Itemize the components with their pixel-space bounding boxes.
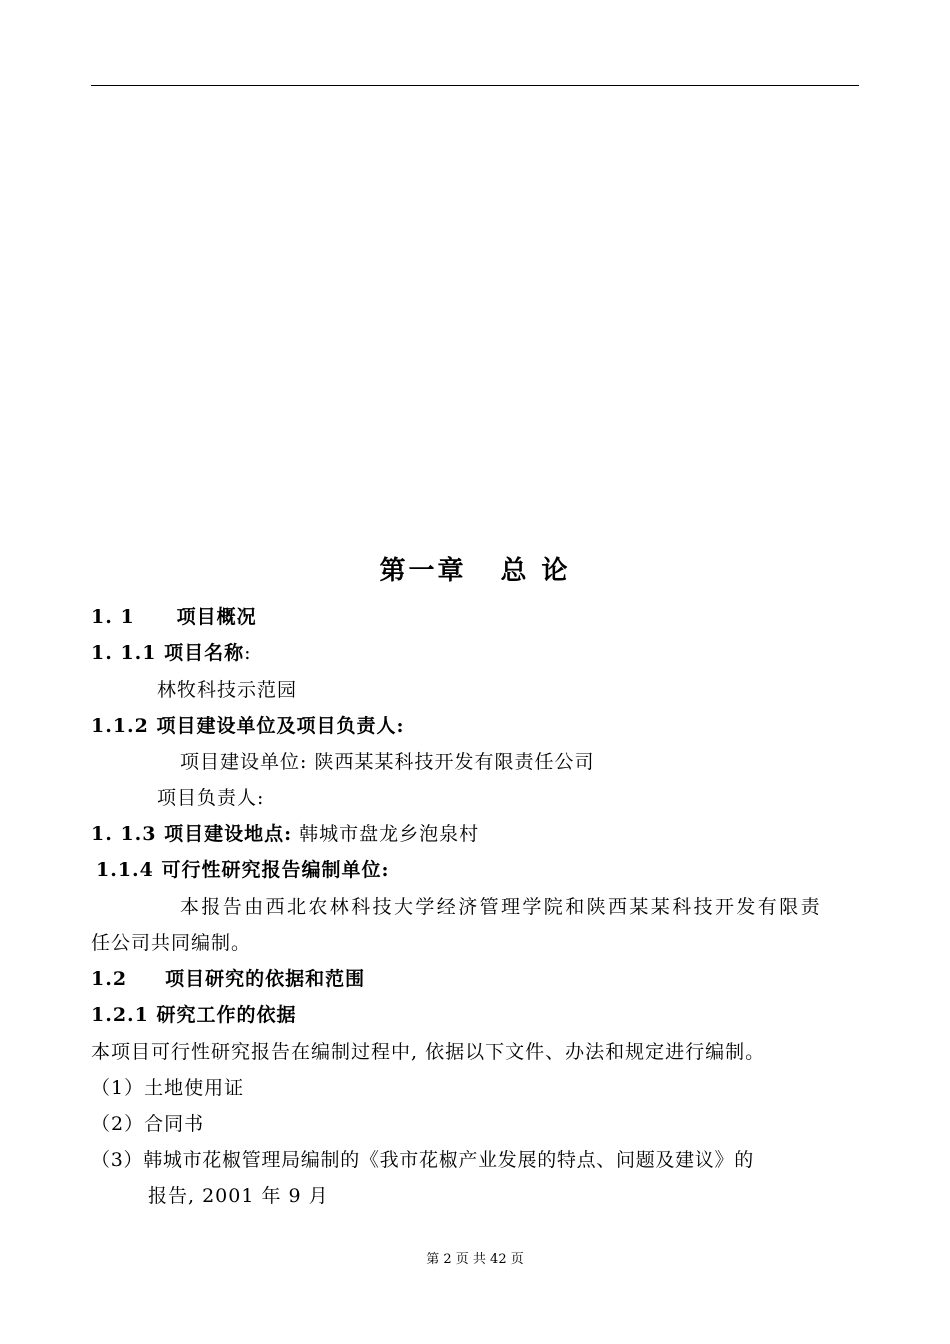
paragraph-1-1-4-line2: 任公司共同编制。 [91,932,252,954]
page-footer: 第 2 页 共 42 页 [426,1252,524,1267]
heading-1-2-1: 1.2.1 研究工作的依据 [91,1004,297,1026]
heading-1-1-3-label: 1. 1.3 项目建设地点: [91,823,293,845]
paragraph-1-1-4-line1: 本报告由西北农林科技大学经济管理学院和陕西某某科技开发有限责 [180,896,823,918]
heading-1-2-number: 1.2 [91,968,128,990]
heading-1-1-title: 项目概况 [176,606,257,628]
heading-1-2 [91,967,365,991]
list-item-3: （3）韩城市花椒管理局编制的《我市花椒产业发展的特点、问题及建议》的 [91,1149,754,1171]
heading-1-1-1-label: 1. 1.1 项目名称 [91,642,245,664]
project-owner-line: 项目负责人: [157,787,265,809]
header-rule [91,85,859,86]
chapter-number: 第一章 [379,556,467,586]
heading-1-1-3-value: 韩城市盘龙乡泡泉村 [292,823,480,845]
heading-1-1-3 [91,822,479,846]
list-item-2: （2）合同书 [91,1113,205,1135]
paragraph-1-2-1: 本项目可行性研究报告在编制过程中, 依据以下文件、办法和规定进行编制。 [91,1041,766,1063]
project-name-value: 林牧科技示范园 [157,679,298,701]
heading-1-1 [91,605,257,629]
heading-1-1-2: 1.1.2 项目建设单位及项目负责人: [91,715,405,737]
heading-1-1-1 [91,641,252,665]
construction-unit-line: 项目建设单位: 陕西某某科技开发有限责任公司 [180,751,595,773]
list-item-1: （1）土地使用证 [91,1077,245,1099]
chapter-name: 总 论 [500,556,571,586]
heading-1-1-4: 1.1.4 可行性研究报告编制单位: [96,859,390,881]
heading-1-1-1-colon: : [244,642,252,664]
heading-1-2-title: 项目研究的依据和范围 [165,968,366,990]
list-item-3-continuation: 报告, 2001 年 9 月 [148,1185,329,1207]
heading-1-1-number: 1. 1 [91,606,135,628]
chapter-title [0,550,950,587]
